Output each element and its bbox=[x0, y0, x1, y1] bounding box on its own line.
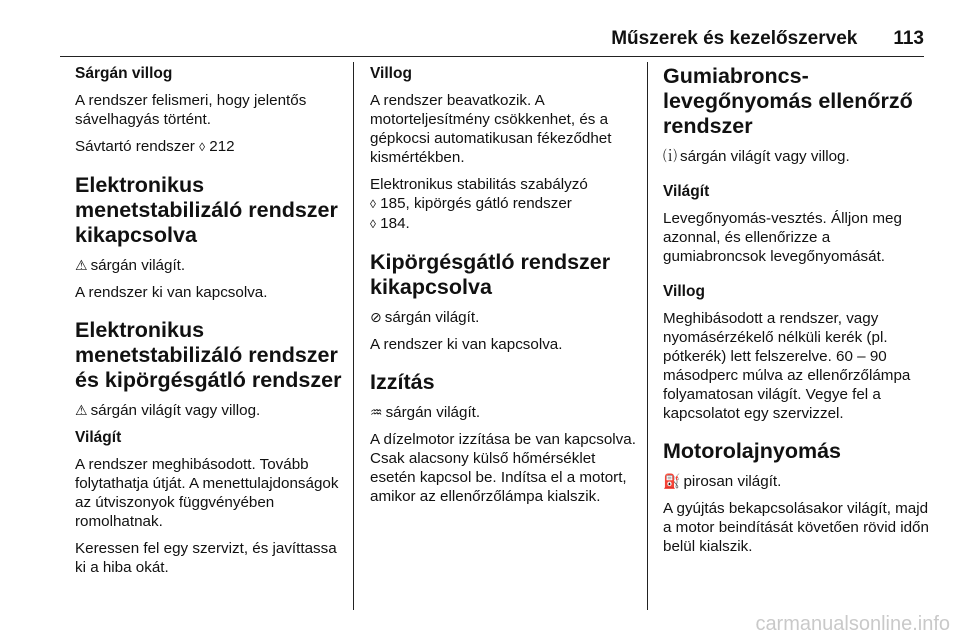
watermark: carmanualsonline.info bbox=[755, 613, 950, 635]
service-paragraph: Keressen fel egy szervizt, és javíttassa ki a hiba okát. bbox=[75, 540, 337, 576]
page-header bbox=[60, 28, 924, 56]
heading-tpms: Gumiabroncs-levegőnyomás ellenőrző rendszer bbox=[663, 64, 913, 138]
tc-off-status: ⊘ sárgán világít. bbox=[370, 309, 480, 326]
heading-esc-tc: Elektronikus menetstabilizáló rendszer és kipörgésgátló rendszer bbox=[75, 318, 342, 392]
pressure-loss-paragraph: Levegőnyomás-vesztés. Álljon meg azonnal, és ellenőrizze a gumiabroncsok levegőnyomását. bbox=[663, 210, 902, 265]
tc-off-desc: A rendszer ki van kapcsolva. bbox=[370, 336, 563, 353]
header-rule bbox=[60, 56, 924, 57]
esc-reference: Elektronikus stabilitás szabályzó ◊ 185, kipörgés gátló rendszer ◊ 184. bbox=[370, 176, 588, 232]
heading-villog: Villog bbox=[663, 283, 705, 300]
preheat-desc: A dízelmotor izzítása be van kapcsolva. Csak alacsony külső hőmérséklet esetén kapcsol be. Indítsa el a motort, amikor az ellenőrzőlámpa kialszik. bbox=[370, 431, 636, 505]
heading-esc-off: Elektronikus menetstabilizáló rendszer kikapcsolva bbox=[75, 173, 338, 247]
section-title: Műszerek és kezelőszervek bbox=[611, 28, 858, 49]
oil-can-icon: ⛽ bbox=[663, 473, 681, 489]
reference-arrow-icon: ◊ bbox=[199, 140, 206, 154]
heading-villog: Villog bbox=[370, 65, 412, 82]
heading-oil: Motorolajnyomás bbox=[663, 439, 841, 463]
esc-ref-2[interactable]: 184. bbox=[380, 215, 410, 232]
reference-arrow-icon: ◊ bbox=[370, 217, 376, 231]
esc-off-desc: A rendszer ki van kapcsolva. bbox=[75, 284, 268, 301]
esc-ref-1[interactable]: 185, kipörgés gátló rendszer bbox=[380, 195, 572, 212]
heading-vilagit: Világít bbox=[75, 429, 122, 446]
engaged-paragraph: A rendszer beavatkozik. A motorteljesítmény csökkenhet, és a gépkocsi automatikusan fékeződhet kismértékben. bbox=[370, 92, 612, 166]
oil-status: ⛽ pirosan világít. bbox=[663, 473, 782, 490]
tc-off-icon: ⊘ bbox=[370, 309, 382, 325]
column-3 bbox=[663, 64, 931, 564]
heading-preheat: Izzítás bbox=[370, 370, 435, 394]
column-divider-1 bbox=[353, 62, 354, 610]
heading-vilagit: Világít bbox=[663, 183, 710, 200]
esc-icon: ⚠ bbox=[75, 402, 88, 418]
esc-off-icon: ⚠ bbox=[75, 257, 88, 273]
column-1 bbox=[75, 64, 343, 585]
heading-tc-off: Kipörgésgátló rendszer kikapcsolva bbox=[370, 250, 611, 299]
column-2 bbox=[370, 64, 638, 514]
tire-pressure-icon: ⒤ bbox=[663, 148, 677, 164]
oil-desc: A gyújtás bekapcsolásakor világít, majd a motor beindítását követően rövid időn belül kialszik. bbox=[663, 500, 929, 555]
reference-arrow-icon: ◊ bbox=[370, 197, 376, 211]
lane-ref-page[interactable]: 212 bbox=[209, 138, 235, 155]
tpms-fault-paragraph: Meghibásodott a rendszer, vagy nyomásérzékelő nélküli kerék (pl. pótkerék) lett felszerelve. 60 – 90 másodperc múlva az ellenőrzőlámpa folyamatosan világít. Vegye fel a kapcsolatot egy szervizzel. bbox=[663, 310, 911, 422]
lane-paragraph: A rendszer felismeri, hogy jelentős sávelhagyás történt. bbox=[75, 92, 307, 128]
lane-reference: Sávtartó rendszer ◊ 212 bbox=[75, 138, 235, 155]
fault-paragraph: A rendszer meghibásodott. Tovább folytathatja útját. A menettulajdonságok az útviszonyok függvényében romolhatnak. bbox=[75, 456, 339, 530]
column-divider-2 bbox=[647, 62, 648, 610]
esc-off-status: ⚠ sárgán világít. bbox=[75, 257, 186, 274]
esc-tc-status: ⚠ sárgán világít vagy villog. bbox=[75, 402, 261, 419]
glow-plug-icon: ♒ bbox=[370, 404, 383, 420]
preheat-status: ♒ sárgán világít. bbox=[370, 404, 481, 421]
heading-sargan-villog: Sárgán villog bbox=[75, 65, 173, 82]
page-number: 113 bbox=[893, 28, 924, 49]
tpms-status: ⒤ sárgán világít vagy villog. bbox=[663, 148, 850, 165]
